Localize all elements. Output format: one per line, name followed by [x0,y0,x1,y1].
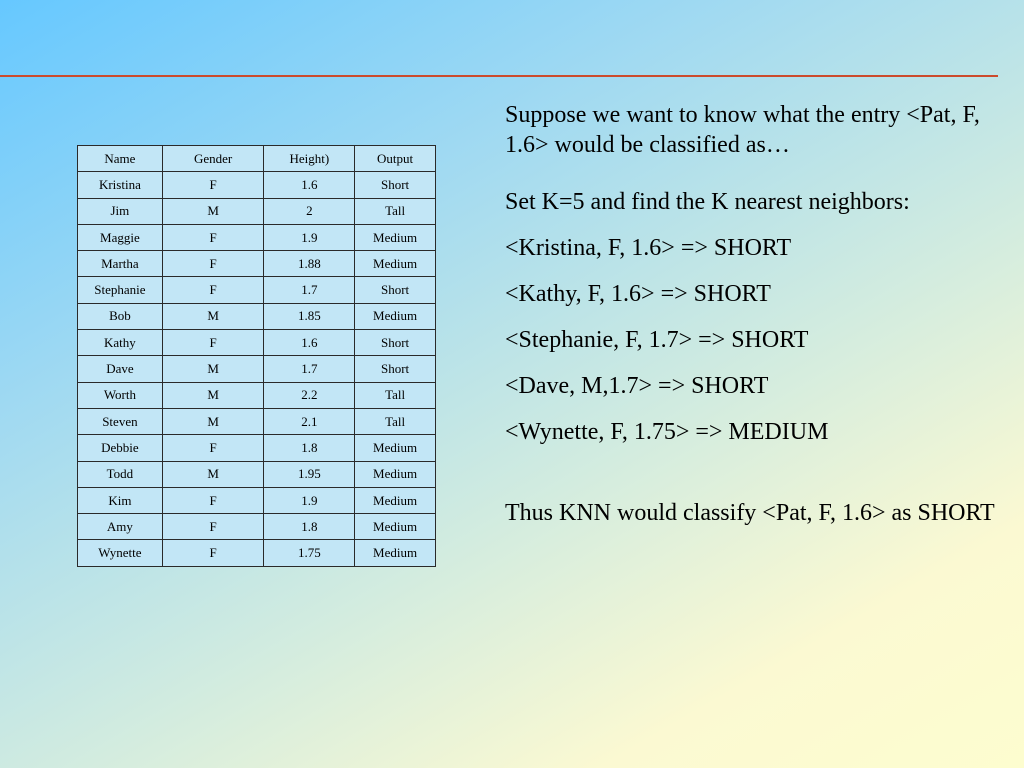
cell-height: 1.95 [264,461,355,487]
cell-gender: M [162,461,264,487]
cell-gender: F [162,330,264,356]
cell-height: 1.9 [264,224,355,250]
neighbor-line: <Wynette, F, 1.75> => MEDIUM [505,419,829,445]
table-row [78,487,436,513]
cell-gender: M [162,356,264,382]
cell-gender: F [162,172,264,198]
cell-output: Medium [355,435,436,461]
cell-output: Tall [355,198,436,224]
cell-name: Wynette [78,540,163,566]
cell-height: 1.8 [264,435,355,461]
cell-gender: F [162,277,264,303]
table-row [78,198,436,224]
cell-output: Medium [355,514,436,540]
header-output: Output [355,146,436,172]
neighbor-line: <Stephanie, F, 1.7> => SHORT [505,327,809,353]
conclusion-text: Thus KNN would classify <Pat, F, 1.6> as SHORT [505,500,995,526]
header-gender: Gender [162,146,264,172]
cell-height: 2.1 [264,408,355,434]
table-row [78,461,436,487]
cell-height: 1.7 [264,277,355,303]
cell-name: Stephanie [78,277,163,303]
cell-output: Tall [355,408,436,434]
cell-name: Martha [78,251,163,277]
cell-gender: F [162,487,264,513]
cell-output: Tall [355,382,436,408]
header-height: Height) [264,146,355,172]
table-row [78,356,436,382]
table-row [78,224,436,250]
cell-height: 1.85 [264,303,355,329]
cell-gender: M [162,198,264,224]
cell-gender: F [162,224,264,250]
cell-name: Todd [78,461,163,487]
intro-text: Suppose we want to know what the entry <Pat, F, 1.6> would be classified as… [505,102,980,158]
cell-output: Medium [355,540,436,566]
title-divider-rule [0,75,998,77]
cell-height: 1.88 [264,251,355,277]
table-row [78,408,436,434]
cell-name: Debbie [78,435,163,461]
training-data-table [77,145,436,567]
neighbor-line: <Dave, M,1.7> => SHORT [505,373,769,399]
table-row [78,514,436,540]
cell-height: 1.6 [264,172,355,198]
neighbor-line: <Kathy, F, 1.6> => SHORT [505,281,771,307]
cell-output: Short [355,356,436,382]
neighbor-line: <Kristina, F, 1.6> => SHORT [505,235,792,261]
explanation-panel [505,100,995,528]
table-row [78,330,436,356]
table-row [78,382,436,408]
cell-name: Maggie [78,224,163,250]
cell-output: Medium [355,224,436,250]
cell-gender: F [162,435,264,461]
cell-height: 2.2 [264,382,355,408]
cell-output: Short [355,277,436,303]
cell-height: 1.8 [264,514,355,540]
cell-output: Medium [355,461,436,487]
cell-gender: M [162,408,264,434]
cell-name: Dave [78,356,163,382]
cell-height: 1.75 [264,540,355,566]
cell-height: 1.9 [264,487,355,513]
cell-name: Kim [78,487,163,513]
cell-name: Kathy [78,330,163,356]
cell-output: Medium [355,487,436,513]
table-row [78,172,436,198]
cell-name: Kristina [78,172,163,198]
table-row [78,277,436,303]
table-header-row [78,146,436,172]
cell-output: Short [355,172,436,198]
cell-gender: F [162,514,264,540]
cell-output: Medium [355,251,436,277]
table-body [78,172,436,566]
table-row [78,251,436,277]
cell-output: Short [355,330,436,356]
cell-gender: M [162,303,264,329]
cell-height: 1.7 [264,356,355,382]
cell-name: Amy [78,514,163,540]
cell-gender: F [162,251,264,277]
table-row [78,435,436,461]
cell-gender: F [162,540,264,566]
table-row [78,303,436,329]
cell-gender: M [162,382,264,408]
header-name: Name [78,146,163,172]
cell-height: 1.6 [264,330,355,356]
table-row [78,540,436,566]
set-k-text: Set K=5 and find the K nearest neighbors: [505,189,910,215]
cell-output: Medium [355,303,436,329]
cell-name: Bob [78,303,163,329]
cell-height: 2 [264,198,355,224]
cell-name: Worth [78,382,163,408]
cell-name: Jim [78,198,163,224]
cell-name: Steven [78,408,163,434]
